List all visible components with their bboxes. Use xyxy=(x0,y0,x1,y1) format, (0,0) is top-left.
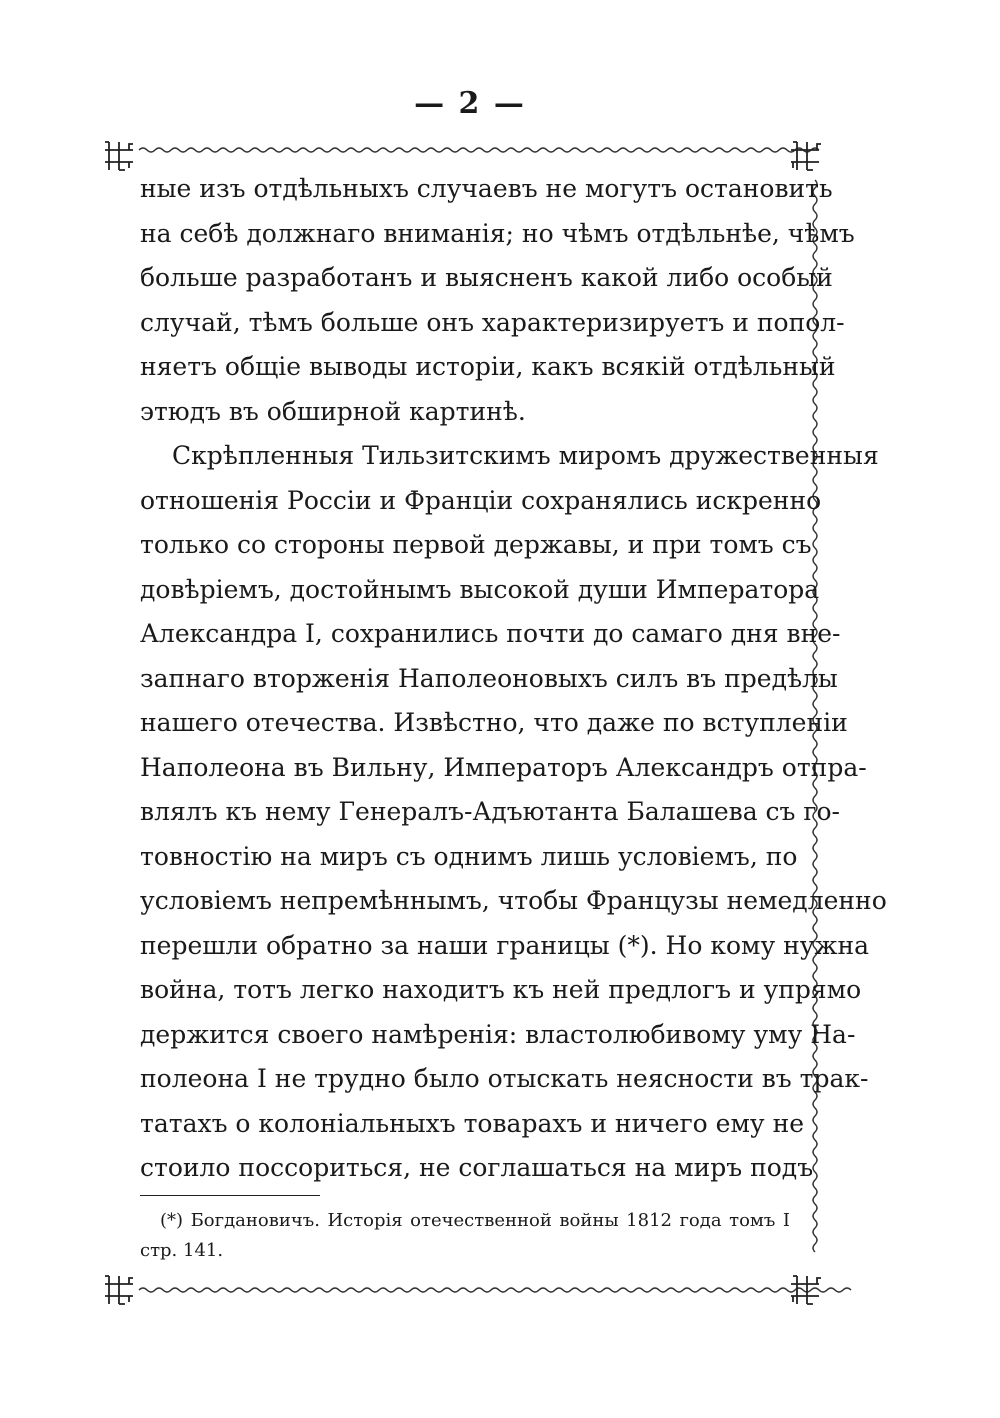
text-line: Александра I, сохранились почти до самаго дня вне- xyxy=(140,619,841,648)
footnote-line: стр. 141. xyxy=(140,1240,224,1261)
text-line: перешли обратно за наши границы (*). Но кому нужна xyxy=(140,930,870,960)
ornamental-frame xyxy=(103,138,887,1306)
footnote xyxy=(140,1206,790,1266)
text-line: условіемъ непремѣннымъ, чтобы Французы немедленно xyxy=(140,886,887,915)
text-line: держится своего намѣренія: властолюбивому уму На- xyxy=(140,1019,856,1049)
corner-ornament-top-left xyxy=(105,142,133,170)
text-line: Скрѣпленныя Тильзитскимъ миромъ дружественныя xyxy=(172,441,879,470)
body-text xyxy=(140,167,887,1191)
text-line: полеона I не трудно было отыскать неясности въ трак- xyxy=(140,1064,869,1093)
text-line: только со стороны первой державы, и при томъ съ xyxy=(140,530,812,559)
footnote-separator xyxy=(140,1195,320,1196)
corner-ornament-bottom-left xyxy=(105,1276,133,1304)
text-line: на себѣ должнаго вниманія; но чѣмъ отдѣльнѣе, чѣмъ xyxy=(140,218,855,248)
text-line: война, тотъ легко находитъ къ ней предлогъ и упрямо xyxy=(140,975,862,1004)
text-line: больше разработанъ и выясненъ какой либо особый xyxy=(140,263,833,292)
top-border-line xyxy=(139,148,819,152)
text-line: ные изъ отдѣльныхъ случаевъ не могутъ остановить xyxy=(140,174,833,203)
page-number: — 2 — xyxy=(414,86,526,121)
text-line: стоило поссориться, не соглашаться на миръ подъ xyxy=(140,1153,814,1182)
text-line: влялъ къ нему Генералъ-Адъютанта Балашева съ го- xyxy=(140,797,840,826)
text-line: довѣріемъ, достойнымъ высокой души Императора xyxy=(140,574,820,604)
text-line: няетъ общіе выводы исторіи, какъ всякій отдѣльный xyxy=(140,352,836,381)
text-line: нашего отечества. Извѣстно, что даже по вступленіи xyxy=(140,708,848,737)
text-line: отношенія Россіи и Франціи сохранялись искренно xyxy=(140,485,822,515)
text-line: товностію на миръ съ однимъ лишь условіемъ, по xyxy=(140,841,798,871)
text-line: Наполеона въ Вильну, Императоръ Александръ отпра- xyxy=(140,752,867,782)
corner-ornament-top-right xyxy=(791,142,821,170)
text-line: случай, тѣмъ больше онъ характеризируетъ и попол- xyxy=(140,307,845,337)
bottom-border-line xyxy=(139,1288,851,1292)
text-line: татахъ о колоніальныхъ товарахъ и ничего ему не xyxy=(140,1108,805,1138)
footnote-line: (*) Богдановичъ. Исторія отечественной войны 1812 года томъ I xyxy=(160,1210,790,1231)
text-line: запнаго вторженія Наполеоновыхъ силъ въ предѣлы xyxy=(140,663,838,693)
text-line: этюдъ въ обширной картинѣ. xyxy=(140,396,526,426)
